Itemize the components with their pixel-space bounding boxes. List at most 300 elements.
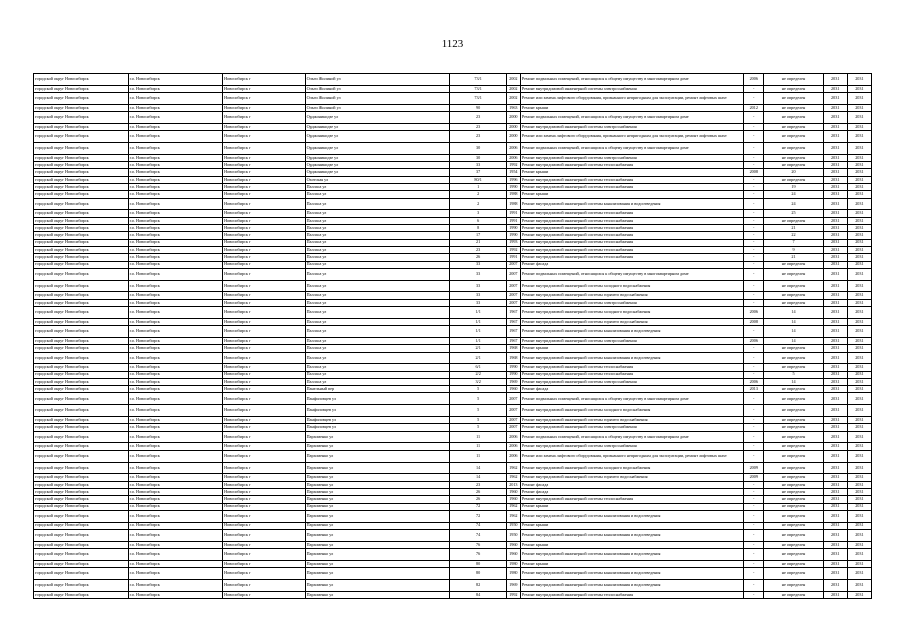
work-type-cell: Ремонт внутридомовой инженерной системы холодного водоснабжения xyxy=(520,307,743,319)
last-repair-year-cell: - xyxy=(744,371,764,378)
street-cell: Палласа ул xyxy=(305,254,450,261)
work-type-cell: Ремонт внутридомовой инженерной системы теплоснабжения xyxy=(520,210,743,217)
plan-end-year-cell: 2031 xyxy=(847,393,871,405)
last-repair-year-cell: 2008 xyxy=(744,318,764,325)
city-cell: Новосибирск г xyxy=(223,280,305,292)
plan-end-year-cell: 2031 xyxy=(847,318,871,325)
last-repair-year-cell: - xyxy=(744,522,764,529)
plan-start-year-cell: 2031 xyxy=(823,378,847,385)
work-type-cell: Ремонт внутридомовой инженерной системы теплоснабжения xyxy=(520,239,743,246)
plan-end-year-cell: 2031 xyxy=(847,326,871,338)
last-repair-year-cell: - xyxy=(744,496,764,503)
work-type-cell: Ремонт внутридомовой инженерной системы теплоснабжения xyxy=(520,225,743,232)
plan-end-year-cell: 2031 xyxy=(847,123,871,130)
municipality-cell: городской округ Новосибирск xyxy=(34,488,129,495)
street-cell: Палласа ул xyxy=(305,364,450,371)
street-cell: Орджоникидзе ул xyxy=(305,154,450,161)
last-repair-year-cell: - xyxy=(744,246,764,253)
last-repair-year-cell: - xyxy=(744,560,764,567)
plan-start-year-cell: 2031 xyxy=(823,560,847,567)
plan-start-year-cell: 2031 xyxy=(823,549,847,561)
plan-start-year-cell: 2031 xyxy=(823,326,847,338)
build-year-cell: 2002 xyxy=(506,74,520,86)
table-row xyxy=(34,378,872,385)
street-cell: Палласа ул xyxy=(305,225,450,232)
municipality-cell: городской округ Новосибирск xyxy=(34,529,129,541)
page-number: 1123 xyxy=(441,38,464,50)
municipality-cell: городской округ Новосибирск xyxy=(34,123,129,130)
plan-end-year-cell: 2031 xyxy=(847,93,871,105)
district-cell: г.о. Новосибирск xyxy=(128,123,223,130)
build-year-cell: 2000 xyxy=(506,123,520,130)
plan-start-year-cell: 2031 xyxy=(823,541,847,548)
district-cell: г.о. Новосибирск xyxy=(128,345,223,352)
city-cell: Новосибирск г xyxy=(223,481,305,488)
plan-end-year-cell: 2031 xyxy=(847,371,871,378)
municipality-cell: городской округ Новосибирск xyxy=(34,198,129,210)
house-number-cell: 80 xyxy=(450,568,506,580)
last-repair-year-cell: - xyxy=(744,191,764,198)
plan-end-year-cell: 2031 xyxy=(847,261,871,268)
wear-percent-cell: 14 xyxy=(764,378,823,385)
work-type-cell: Ремонт подвальных помещений, относящихся к общему имуществу в многоквартирном доме xyxy=(520,431,743,443)
table-row xyxy=(34,529,872,541)
wear-percent-cell: не определен xyxy=(764,549,823,561)
municipality-cell: городской округ Новосибирск xyxy=(34,217,129,224)
wear-percent-cell: 21 xyxy=(764,254,823,261)
table-row xyxy=(34,462,872,474)
plan-start-year-cell: 2031 xyxy=(823,462,847,474)
city-cell: Новосибирск г xyxy=(223,154,305,161)
city-cell: Новосибирск г xyxy=(223,529,305,541)
city-cell: Новосибирск г xyxy=(223,424,305,431)
last-repair-year-cell: - xyxy=(744,393,764,405)
wear-percent-cell: 22 xyxy=(764,232,823,239)
municipality-cell: городской округ Новосибирск xyxy=(34,261,129,268)
last-repair-year-cell: - xyxy=(744,143,764,155)
build-year-cell: 2002 xyxy=(506,85,520,92)
work-type-cell: Ремонт крыши xyxy=(520,541,743,548)
work-type-cell: Ремонт внутридомовой инженерной системы канализования и водоотведения xyxy=(520,549,743,561)
house-number-cell: 72 xyxy=(450,503,506,510)
street-cell: Пархоменко ул xyxy=(305,443,450,450)
wear-percent-cell: 21 xyxy=(764,225,823,232)
wear-percent-cell: не определен xyxy=(764,154,823,161)
municipality-cell: городской округ Новосибирск xyxy=(34,462,129,474)
last-repair-year-cell: - xyxy=(744,503,764,510)
city-cell: Новосибирск г xyxy=(223,503,305,510)
plan-end-year-cell: 2031 xyxy=(847,169,871,176)
plan-end-year-cell: 2031 xyxy=(847,104,871,111)
build-year-cell: 2007 xyxy=(506,268,520,280)
wear-percent-cell: не определен xyxy=(764,462,823,474)
street-cell: Орджоникидзе ул xyxy=(305,143,450,155)
plan-start-year-cell: 2031 xyxy=(823,210,847,217)
district-cell: г.о. Новосибирск xyxy=(128,326,223,338)
build-year-cell: 1962 xyxy=(506,462,520,474)
table-row xyxy=(34,496,872,503)
district-cell: г.о. Новосибирск xyxy=(128,268,223,280)
house-number-cell: 2/1 xyxy=(450,345,506,352)
plan-start-year-cell: 2031 xyxy=(823,591,847,598)
street-cell: Орджоникидзе ул xyxy=(305,131,450,143)
plan-end-year-cell: 2031 xyxy=(847,386,871,393)
house-number-cell: 76 xyxy=(450,549,506,561)
plan-start-year-cell: 2031 xyxy=(823,568,847,580)
city-cell: Новосибирск г xyxy=(223,549,305,561)
table-row xyxy=(34,268,872,280)
district-cell: г.о. Новосибирск xyxy=(128,522,223,529)
district-cell: г.о. Новосибирск xyxy=(128,529,223,541)
plan-start-year-cell: 2031 xyxy=(823,85,847,92)
wear-percent-cell: не определен xyxy=(764,345,823,352)
plan-start-year-cell: 2031 xyxy=(823,522,847,529)
table-row xyxy=(34,74,872,86)
district-cell: г.о. Новосибирск xyxy=(128,337,223,344)
work-type-cell: Ремонт крыши xyxy=(520,345,743,352)
wear-percent-cell: не определен xyxy=(764,123,823,130)
table-row xyxy=(34,364,872,371)
street-cell: Пархоменко ул xyxy=(305,568,450,580)
last-repair-year-cell: - xyxy=(744,232,764,239)
plan-start-year-cell: 2031 xyxy=(823,131,847,143)
district-cell: г.о. Новосибирск xyxy=(128,292,223,299)
district-cell: г.о. Новосибирск xyxy=(128,154,223,161)
work-type-cell: Ремонт фасада xyxy=(520,261,743,268)
municipality-cell: городской округ Новосибирск xyxy=(34,591,129,598)
plan-start-year-cell: 2031 xyxy=(823,481,847,488)
plan-end-year-cell: 2031 xyxy=(847,450,871,462)
table-row xyxy=(34,579,872,591)
municipality-cell: городской округ Новосибирск xyxy=(34,378,129,385)
city-cell: Новосибирск г xyxy=(223,225,305,232)
street-cell: Пархоменко ул xyxy=(305,462,450,474)
street-cell: Панфиловцев ул xyxy=(305,417,450,424)
last-repair-year-cell: - xyxy=(744,280,764,292)
city-cell: Новосибирск г xyxy=(223,488,305,495)
street-cell: Пархоменко ул xyxy=(305,541,450,548)
wear-percent-cell: не определен xyxy=(764,481,823,488)
municipality-cell: городской округ Новосибирск xyxy=(34,549,129,561)
plan-start-year-cell: 2031 xyxy=(823,299,847,306)
district-cell: г.о. Новосибирск xyxy=(128,85,223,92)
city-cell: Новосибирск г xyxy=(223,74,305,86)
work-type-cell: Ремонт подвальных помещений, относящихся к общему имуществу в многоквартирном доме xyxy=(520,112,743,124)
house-number-cell: 23 xyxy=(450,131,506,143)
work-type-cell: Ремонт внутридомовой инженерной системы теплоснабжения xyxy=(520,217,743,224)
municipality-cell: городской округ Новосибирск xyxy=(34,162,129,169)
build-year-cell: 1950 xyxy=(506,529,520,541)
municipality-cell: городской округ Новосибирск xyxy=(34,85,129,92)
municipality-cell: городской округ Новосибирск xyxy=(34,184,129,191)
city-cell: Новосибирск г xyxy=(223,541,305,548)
house-number-cell: 5 xyxy=(450,386,506,393)
build-year-cell: 1990 xyxy=(506,184,520,191)
table-row xyxy=(34,450,872,462)
street-cell: Пархоменко ул xyxy=(305,488,450,495)
last-repair-year-cell: 2012 xyxy=(744,104,764,111)
plan-end-year-cell: 2031 xyxy=(847,591,871,598)
district-cell: г.о. Новосибирск xyxy=(128,74,223,86)
city-cell: Новосибирск г xyxy=(223,112,305,124)
last-repair-year-cell: - xyxy=(744,131,764,143)
table-row xyxy=(34,510,872,522)
last-repair-year-cell: - xyxy=(744,405,764,417)
city-cell: Новосибирск г xyxy=(223,579,305,591)
district-cell: г.о. Новосибирск xyxy=(128,217,223,224)
plan-end-year-cell: 2031 xyxy=(847,424,871,431)
plan-start-year-cell: 2031 xyxy=(823,579,847,591)
house-number-cell: 11 xyxy=(450,450,506,462)
plan-start-year-cell: 2031 xyxy=(823,364,847,371)
build-year-cell: 1968 xyxy=(506,352,520,364)
city-cell: Новосибирск г xyxy=(223,169,305,176)
last-repair-year-cell: - xyxy=(744,579,764,591)
municipality-cell: городской округ Новосибирск xyxy=(34,112,129,124)
work-type-cell: Ремонт внутридомовой инженерной системы электроснабжения xyxy=(520,123,743,130)
house-number-cell: 82 xyxy=(450,579,506,591)
street-cell: Пархоменко ул xyxy=(305,579,450,591)
city-cell: Новосибирск г xyxy=(223,254,305,261)
plan-start-year-cell: 2031 xyxy=(823,280,847,292)
plan-end-year-cell: 2031 xyxy=(847,503,871,510)
district-cell: г.о. Новосибирск xyxy=(128,225,223,232)
last-repair-year-cell: 2006 xyxy=(744,378,764,385)
plan-start-year-cell: 2031 xyxy=(823,417,847,424)
last-repair-year-cell: 2006 xyxy=(744,337,764,344)
wear-percent-cell: не определен xyxy=(764,431,823,443)
city-cell: Новосибирск г xyxy=(223,143,305,155)
city-cell: Новосибирск г xyxy=(223,560,305,567)
plan-start-year-cell: 2031 xyxy=(823,337,847,344)
build-year-cell: 2013 xyxy=(506,481,520,488)
wear-percent-cell: не определен xyxy=(764,488,823,495)
build-year-cell: 2006 xyxy=(506,143,520,155)
plan-start-year-cell: 2031 xyxy=(823,154,847,161)
house-number-cell: 23 xyxy=(450,246,506,253)
municipality-cell: городской округ Новосибирск xyxy=(34,154,129,161)
table-row xyxy=(34,254,872,261)
municipality-cell: городской округ Новосибирск xyxy=(34,371,129,378)
street-cell: Панфиловцев ул xyxy=(305,405,450,417)
city-cell: Новосибирск г xyxy=(223,239,305,246)
plan-start-year-cell: 2031 xyxy=(823,261,847,268)
plan-start-year-cell: 2031 xyxy=(823,292,847,299)
municipality-cell: городской округ Новосибирск xyxy=(34,431,129,443)
street-cell: Палласа ул xyxy=(305,198,450,210)
table-row xyxy=(34,232,872,239)
city-cell: Новосибирск г xyxy=(223,191,305,198)
district-cell: г.о. Новосибирск xyxy=(128,184,223,191)
street-cell: Палласа ул xyxy=(305,292,450,299)
build-year-cell: 1991 xyxy=(506,217,520,224)
municipality-cell: городской округ Новосибирск xyxy=(34,239,129,246)
table-row xyxy=(34,568,872,580)
house-number-cell: 74 xyxy=(450,522,506,529)
work-type-cell: Ремонт подвальных помещений, относящихся к общему имуществу в многоквартирном доме xyxy=(520,74,743,86)
city-cell: Новосибирск г xyxy=(223,352,305,364)
city-cell: Новосибирск г xyxy=(223,378,305,385)
work-type-cell: Ремонт фасада xyxy=(520,481,743,488)
build-year-cell: 1954 xyxy=(506,169,520,176)
wear-percent-cell: 24 xyxy=(764,191,823,198)
table-row xyxy=(34,417,872,424)
wear-percent-cell: 14 xyxy=(764,326,823,338)
district-cell: г.о. Новосибирск xyxy=(128,541,223,548)
wear-percent-cell: не определен xyxy=(764,268,823,280)
street-cell: Палласа ул xyxy=(305,246,450,253)
city-cell: Новосибирск г xyxy=(223,123,305,130)
street-cell: Панфиловцев ул xyxy=(305,424,450,431)
build-year-cell: 2007 xyxy=(506,405,520,417)
wear-percent-cell: 20 xyxy=(764,169,823,176)
street-cell: Охотская ул xyxy=(305,176,450,183)
district-cell: г.о. Новосибирск xyxy=(128,503,223,510)
last-repair-year-cell: - xyxy=(744,261,764,268)
wear-percent-cell: не определен xyxy=(764,162,823,169)
table-row xyxy=(34,85,872,92)
municipality-cell: городской округ Новосибирск xyxy=(34,246,129,253)
municipality-cell: городской округ Новосибирск xyxy=(34,299,129,306)
plan-start-year-cell: 2031 xyxy=(823,198,847,210)
street-cell: Ольги Жилиной ул xyxy=(305,74,450,86)
street-cell: Орджоникидзе ул xyxy=(305,112,450,124)
work-type-cell: Ремонт внутридомовой инженерной системы электроснабжения xyxy=(520,299,743,306)
wear-percent-cell: не определен xyxy=(764,261,823,268)
house-number-cell: 23 xyxy=(450,481,506,488)
wear-percent-cell: 14 xyxy=(764,337,823,344)
wear-percent-cell: не определен xyxy=(764,280,823,292)
city-cell: Новосибирск г xyxy=(223,104,305,111)
table-row xyxy=(34,405,872,417)
table-row xyxy=(34,318,872,325)
district-cell: г.о. Новосибирск xyxy=(128,261,223,268)
municipality-cell: городской округ Новосибирск xyxy=(34,417,129,424)
municipality-cell: городской округ Новосибирск xyxy=(34,143,129,155)
street-cell: Ольги Жилиной ул xyxy=(305,104,450,111)
work-type-cell: Ремонт внутридомовой инженерной системы теплоснабжения xyxy=(520,162,743,169)
municipality-cell: городской округ Новосибирск xyxy=(34,176,129,183)
work-type-cell: Ремонт внутридомовой инженерной системы канализования и водоотведения xyxy=(520,510,743,522)
table-row xyxy=(34,307,872,319)
table-row xyxy=(34,176,872,183)
street-cell: Палласа ул xyxy=(305,337,450,344)
house-number-cell: 73/1 xyxy=(450,85,506,92)
work-type-cell: Ремонт крыши xyxy=(520,104,743,111)
plan-end-year-cell: 2031 xyxy=(847,496,871,503)
build-year-cell: 1960 xyxy=(506,386,520,393)
last-repair-year-cell: - xyxy=(744,481,764,488)
plan-end-year-cell: 2031 xyxy=(847,529,871,541)
house-number-cell: 73/1 xyxy=(450,93,506,105)
district-cell: г.о. Новосибирск xyxy=(128,496,223,503)
build-year-cell: 1980 xyxy=(506,568,520,580)
street-cell: Пархоменко ул xyxy=(305,474,450,481)
last-repair-year-cell: - xyxy=(744,443,764,450)
last-repair-year-cell: - xyxy=(744,112,764,124)
plan-end-year-cell: 2031 xyxy=(847,307,871,319)
district-cell: г.о. Новосибирск xyxy=(128,254,223,261)
municipality-cell: городской округ Новосибирск xyxy=(34,503,129,510)
work-type-cell: Ремонт подвальных помещений, относящихся к общему имуществу в многоквартирном доме xyxy=(520,393,743,405)
work-type-cell: Ремонт внутридомовой инженерной системы электроснабжения xyxy=(520,154,743,161)
build-year-cell: 2007 xyxy=(506,280,520,292)
wear-percent-cell: не определен xyxy=(764,496,823,503)
last-repair-year-cell: - xyxy=(744,529,764,541)
plan-end-year-cell: 2031 xyxy=(847,522,871,529)
wear-percent-cell: не определен xyxy=(764,386,823,393)
district-cell: г.о. Новосибирск xyxy=(128,191,223,198)
table-row xyxy=(34,541,872,548)
wear-percent-cell: не определен xyxy=(764,74,823,86)
municipality-cell: городской округ Новосибирск xyxy=(34,307,129,319)
wear-percent-cell: не определен xyxy=(764,579,823,591)
plan-end-year-cell: 2031 xyxy=(847,176,871,183)
table-row xyxy=(34,225,872,232)
city-cell: Новосибирск г xyxy=(223,268,305,280)
table-row xyxy=(34,154,872,161)
district-cell: г.о. Новосибирск xyxy=(128,481,223,488)
work-type-cell: Ремонт внутридомовой инженерной системы холодного водоснабжения xyxy=(520,280,743,292)
build-year-cell: 1990 xyxy=(506,364,520,371)
plan-start-year-cell: 2031 xyxy=(823,74,847,86)
plan-end-year-cell: 2031 xyxy=(847,510,871,522)
plan-start-year-cell: 2031 xyxy=(823,474,847,481)
build-year-cell: 2006 xyxy=(506,154,520,161)
wear-percent-cell: 7 xyxy=(764,239,823,246)
district-cell: г.о. Новосибирск xyxy=(128,474,223,481)
district-cell: г.о. Новосибирск xyxy=(128,510,223,522)
work-type-cell: Ремонт внутридомовой инженерной системы горячего водоснабжения xyxy=(520,417,743,424)
district-cell: г.о. Новосибирск xyxy=(128,371,223,378)
table-row xyxy=(34,239,872,246)
table-row xyxy=(34,488,872,495)
city-cell: Новосибирск г xyxy=(223,474,305,481)
wear-percent-cell: 24 xyxy=(764,198,823,210)
district-cell: г.о. Новосибирск xyxy=(128,431,223,443)
last-repair-year-cell: - xyxy=(744,431,764,443)
street-cell: Пархоменко ул xyxy=(305,560,450,567)
street-cell: Орджоникидзе ул xyxy=(305,123,450,130)
last-repair-year-cell: - xyxy=(744,123,764,130)
wear-percent-cell: не определен xyxy=(764,364,823,371)
street-cell: Палласа ул xyxy=(305,352,450,364)
plan-start-year-cell: 2031 xyxy=(823,191,847,198)
district-cell: г.о. Новосибирск xyxy=(128,198,223,210)
work-type-cell: Ремонт внутридомовой инженерной системы канализования и водоотведения xyxy=(520,568,743,580)
wear-percent-cell: не определен xyxy=(764,568,823,580)
district-cell: г.о. Новосибирск xyxy=(128,378,223,385)
district-cell: г.о. Новосибирск xyxy=(128,104,223,111)
work-type-cell: Ремонт внутридомовой инженерной системы теплоснабжения xyxy=(520,246,743,253)
wear-percent-cell: не определен xyxy=(764,143,823,155)
last-repair-year-cell: 2008 xyxy=(744,169,764,176)
municipality-cell: городской округ Новосибирск xyxy=(34,225,129,232)
build-year-cell: 2007 xyxy=(506,393,520,405)
house-number-cell: 80/1 xyxy=(450,176,506,183)
work-type-cell: Ремонт внутридомовой инженерной системы канализования и водоотведения xyxy=(520,326,743,338)
house-number-cell: 14 xyxy=(450,462,506,474)
build-year-cell: 1960 xyxy=(506,541,520,548)
plan-start-year-cell: 2031 xyxy=(823,393,847,405)
house-number-cell: 6/1 xyxy=(450,364,506,371)
table-row xyxy=(34,217,872,224)
municipality-cell: городской округ Новосибирск xyxy=(34,210,129,217)
work-type-cell: Ремонт внутридомовой инженерной системы канализования и водоотведения xyxy=(520,529,743,541)
build-year-cell: 1963 xyxy=(506,104,520,111)
table-row xyxy=(34,549,872,561)
house-number-cell: 21 xyxy=(450,239,506,246)
